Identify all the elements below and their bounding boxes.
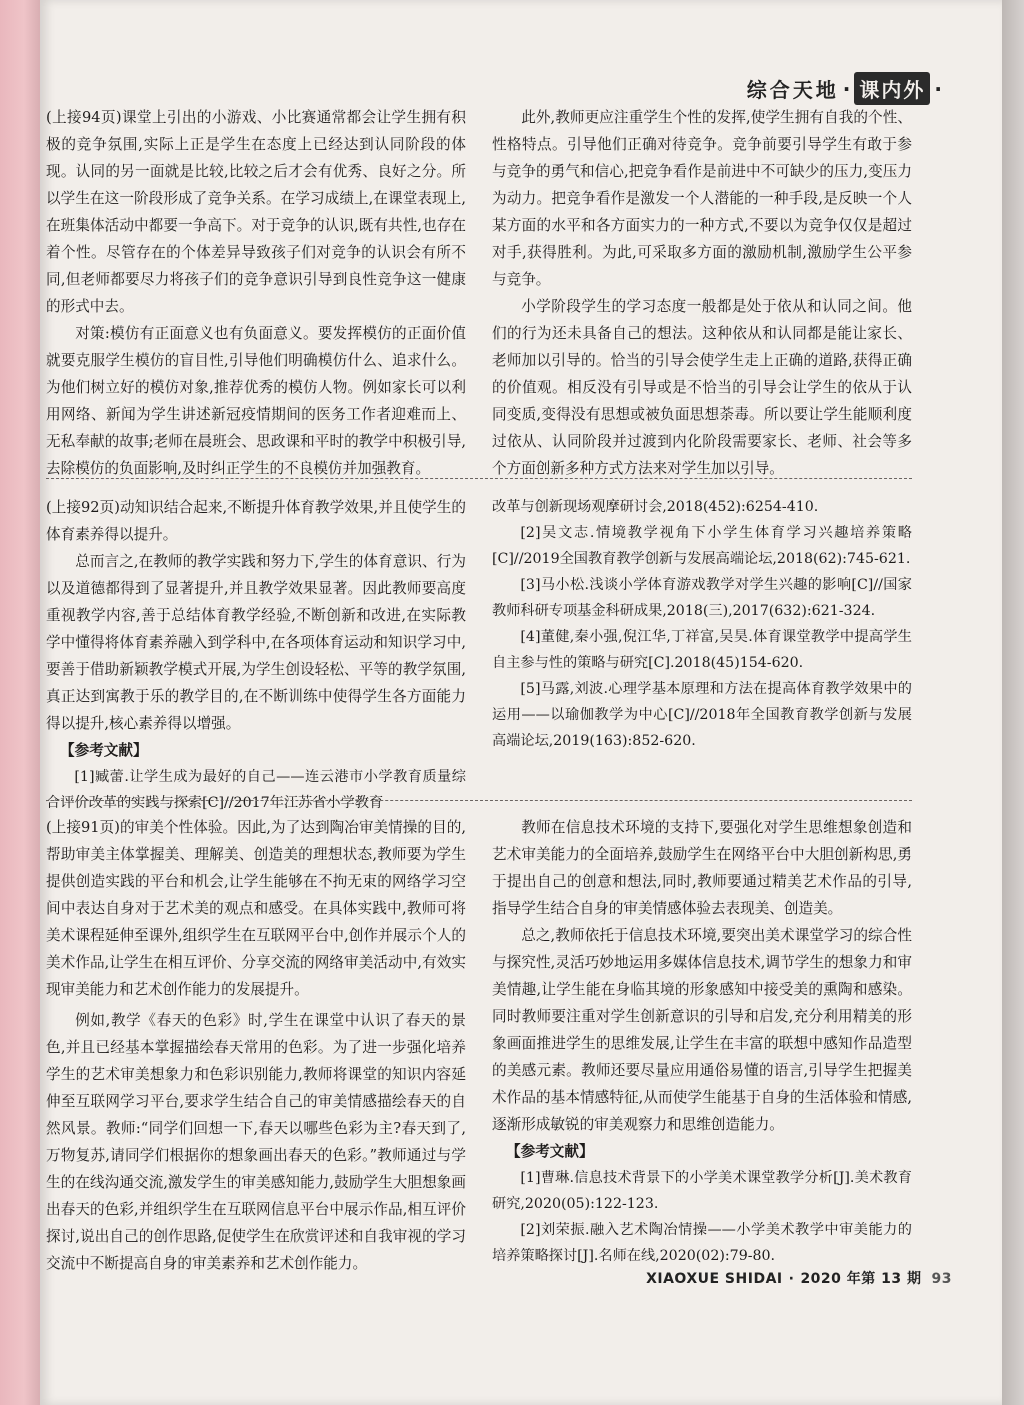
paragraph: 总之,教师依托于信息技术环境,要突出美术课堂学习的综合性与探究性,灵活巧妙地运用多媒体信息技术,调节学生的想象力和审美情趣,让学生能在身临其境的形象感知中接受美的熏陶和感染。同时教师要注重对学生创新意识的引导和启发,充分利用精美的形象画面推进学生的思维发展,让学生在丰富的联想中感知作品造型的美感元素。教师还要尽量应用通俗易懂的语言,引导学生把握美术作品的基本情感特征,从而使学生能基于自身的生活体验和情感,逐渐形成敏锐的审美观察力和思维创造能力。 <box>492 927 912 1133</box>
adjacent-page-edge <box>0 0 40 1405</box>
reference-item: [1]臧蕾.让学生成为最好的自己——连云港市小学教育质量综合评价改革的实践与探索[C]//2017年江苏省小学教育 <box>46 769 466 811</box>
left-column <box>46 494 466 816</box>
scan-shadow <box>1002 0 1024 1405</box>
header-badge: 课内外 <box>854 72 930 105</box>
reference-item: 改革与创新现场观摩研讨会,2018(452):6254-410. <box>492 499 819 515</box>
paragraph: 对策:模仿有正面意义也有负面意义。要发挥模仿的正面价值就要克服学生模仿的盲目性,引导他们明确模仿什么、追求什么。为他们树立好的模仿对象,推荐优秀的模仿人物。例如家长可以利用网络、新闻为学生讲述新冠疫情期间的医务工作者迎难而上、无私奉献的故事;老师在晨班会、思政课和平时的教学中积极引导,去除模仿的负面影响,及时纠正学生的不良模仿并加强教育。 <box>46 325 466 477</box>
paragraph: 总而言之,在教师的教学实践和努力下,学生的体育意识、行为以及道德都得到了显著提升,并且教学效果显著。因此教师要高度重视教学内容,善于总结体育教学经验,不断创新和改进,在实际教学中懂得将体育素养融入到学科中,在各项体育运动和知识学习中,要善于借助新颖教学模式开展,为学生创设轻松、平等的教学氛围,真正达到寓教于乐的教学目的,在不断训练中使得学生各方面能力得以提升,核心素养得以增强。 <box>46 553 466 732</box>
article-section-2 <box>46 494 912 816</box>
footer-separator: · <box>788 1271 795 1287</box>
left-column <box>46 104 466 482</box>
paragraph: (上接91页)的审美个性体验。因此,为了达到陶冶审美情操的目的,帮助审美主体掌握美、理解美、创造美的理想状态,教师要为学生提供创造实践的平台和机会,让学生能够在不拘无束的网络学习空间中表达自身对于艺术美的观点和感受。在具体实践中,教师可将美术课程延伸至课外,组织学生在互联网平台中,创作并展示个人的美术作品,让学生在相互评价、分享交流的网络审美活动中,有效实现审美能力和艺术创作能力的发展提升。 <box>46 819 466 998</box>
left-column <box>46 814 466 1277</box>
reference-item: [4]董健,秦小强,倪江华,丁祥富,吴昊.体育课堂教学中提高学生自主参与性的策略与研究[C].2018(45)154-620. <box>492 629 912 671</box>
right-column <box>492 494 912 816</box>
paragraph: 例如,教学《春天的色彩》时,学生在课堂中认识了春天的景色,并且已经基本掌握描绘春天常用的色彩。为了进一步强化培养学生的艺术审美想象力和色彩识别能力,教师将课堂的知识内容延伸至互联网学习平台,要求学生结合自己的审美情感描绘春天的自然风景。教师:“同学们回想一下,春天以哪些色彩为主?春天到了,万物复苏,请同学们根据你的想象画出春天的色彩。”教师通过与学生的在线沟通交流,激发学生的审美感知能力,鼓励学生大胆想象画出春天的色彩,并组织学生在互联网信息平台中展示作品,相互评价探讨,说出自己的创作思路,促使学生在欣赏评述和自我审视的学习交流中不断提高自身的审美素养和艺术创作能力。 <box>46 1012 466 1272</box>
header-title: 综合天地 <box>746 78 839 102</box>
paragraph: (上接94页)课堂上引出的小游戏、小比赛通常都会让学生拥有积极的竞争氛围,实际上正是学生在态度上已经达到认同阶段的体现。认同的另一面就是比较,比较之后才会有优秀、良好之分。所以学生在这一阶段形成了竞争关系。在学习成绩上,在课堂表现上,在班集体活动中都要一争高下。对于竞争的认识,既有共性,也存在着个性。尽管存在的个体差异导致孩子们对竞争的认识会有所不同,但老师都要尽力将孩子们的竞争意识引导到良性竞争这一健康的形式中去。 <box>46 109 466 315</box>
reference-item: [5]马露,刘波.心理学基本原理和方法在提高体育教学效果中的运用——以瑜伽教学为中心[C]//2018年全国教育教学创新与发展高端论坛,2019(163):852-620. <box>492 681 912 749</box>
article-section-3 <box>46 814 912 1277</box>
right-column <box>492 814 912 1277</box>
right-column <box>492 104 912 482</box>
header-dot: · <box>934 76 942 101</box>
reference-item: [3]马小松.浅谈小学体育游戏教学对学生兴趣的影响[C]//国家教师科研专项基金科研成果,2018(三),2017(632):621-324. <box>492 577 912 619</box>
section-divider <box>46 800 912 801</box>
column-header <box>747 72 942 105</box>
reference-item: [2]刘荣振.融入艺术陶冶情操——小学美术教学中审美能力的培养策略探讨[J].名师在线,2020(02):79-80. <box>492 1222 912 1264</box>
paragraph: 小学阶段学生的学习态度一般都是处于依从和认同之间。他们的行为还未具备自己的想法。这种依从和认同都是能让家长、老师加以引导的。恰当的引导会使学生走上正确的道路,获得正确的价值观。相反没有引导或是不恰当的引导会让学生的依从于认同变质,变得没有思想或被负面思想荼毒。所以要让学生能顺利度过依从、认同阶段并过渡到内化阶段需要家长、老师、社会等多个方面创新多种方式方法来对学生加以引导。 <box>492 298 912 477</box>
header-dot: · <box>842 76 851 101</box>
references-heading: 【参考文献】 <box>506 1143 594 1160</box>
references-heading: 【参考文献】 <box>60 742 148 759</box>
section-divider <box>46 478 912 479</box>
journal-name: XIAOXUE SHIDAI <box>646 1271 783 1287</box>
issue-label: 2020 年第 13 期 <box>800 1271 922 1287</box>
paragraph: 此外,教师更应注重学生个性的发挥,使学生拥有自我的个性、性格特点。引导他们正确对待竞争。竞争前要引导学生有敢于参与竞争的勇气和信心,把竞争看作是前进中不可缺少的压力,变压力为动力。把竞争看作是激发一个人潜能的一种手段,是反映一个人某方面的水平和各方面实力的一种方式,不要以为竞争仅仅是超过对手,获得胜利。为此,可采取多方面的激励机制,激励学生公平参与竞争。 <box>492 109 912 288</box>
reference-item: [2]吴文志.情境教学视角下小学生体育学习兴趣培养策略[C]//2019全国教育教学创新与发展高端论坛,2018(62):745-621. <box>492 525 912 567</box>
reference-item: [1]曹琳.信息技术背景下的小学美术课堂教学分析[J].美术教育研究,2020(05):122-123. <box>492 1170 912 1212</box>
article-section-1 <box>46 104 912 482</box>
page-footer <box>646 1268 952 1288</box>
paragraph: 教师在信息技术环境的支持下,要强化对学生思维想象创造和艺术审美能力的全面培养,鼓励学生在网络平台中大胆创新构思,勇于提出自己的创意和想法,同时,教师要通过精美艺术作品的引导,指导学生结合自身的审美情感体验去表现美、创造美。 <box>492 819 912 917</box>
paragraph: (上接92页)动知识结合起来,不断提升体育教学效果,并且使学生的体育素养得以提升。 <box>46 499 466 543</box>
page-number: 93 <box>931 1271 952 1287</box>
